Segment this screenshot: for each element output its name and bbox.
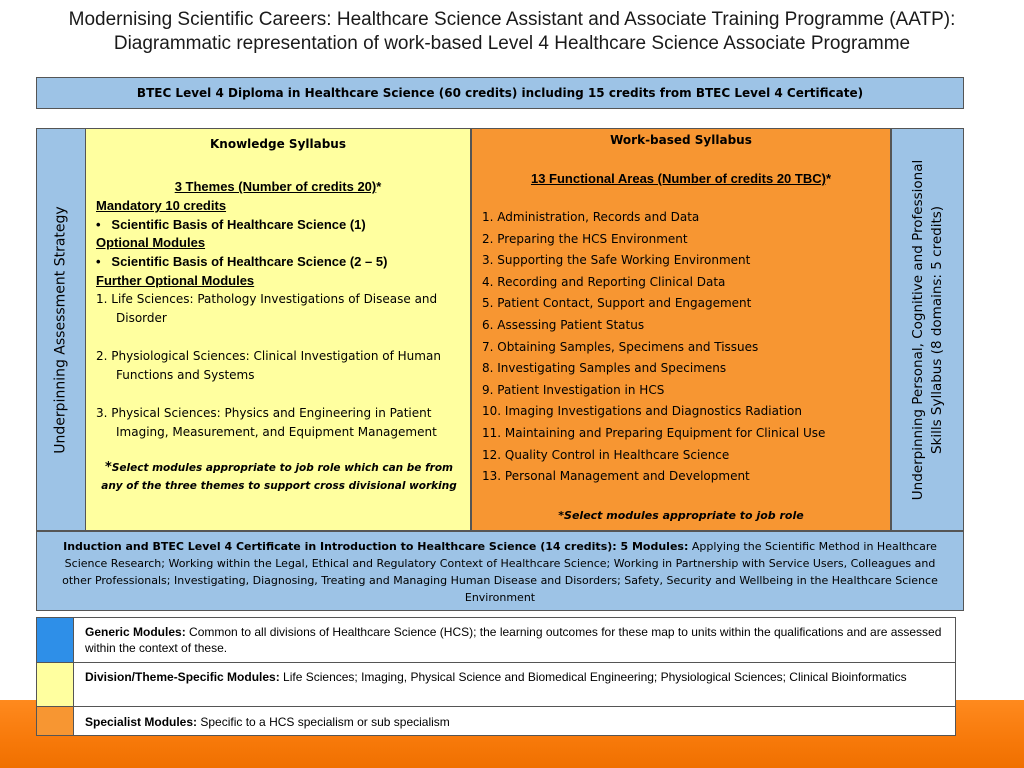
functional-area-item: 11. Maintaining and Preparing Equipment for Clinical Use bbox=[482, 425, 826, 440]
note-text: Select modules appropriate to job role which can be from any of the three themes to support cross divisional working bbox=[101, 462, 457, 492]
theme-item: 3. Physical Sciences: Physics and Engineering in Patient Imaging, Measurement, and Equipment Management bbox=[96, 406, 437, 439]
optional-item bbox=[96, 254, 387, 270]
functional-area-item: 2. Preparing the HCS Environment bbox=[482, 231, 688, 246]
legend-label: Division/Theme-Specific Modules: bbox=[85, 670, 280, 684]
functional-area-item: 9. Patient Investigation in HCS bbox=[482, 382, 665, 397]
areas-line bbox=[472, 171, 890, 186]
knowledge-syllabus-panel bbox=[85, 128, 471, 531]
knowledge-heading: Knowledge Syllabus bbox=[210, 137, 346, 151]
work-based-syllabus-panel bbox=[471, 128, 891, 531]
functional-area-item: 12. Quality Control in Healthcare Science bbox=[482, 447, 730, 462]
functional-area-item: 1. Administration, Records and Data bbox=[482, 210, 700, 224]
generic-swatch bbox=[36, 617, 74, 663]
functional-area-item: 8. Investigating Samples and Specimens bbox=[482, 361, 727, 376]
legend-generic bbox=[36, 617, 956, 663]
professional-skills-panel bbox=[891, 128, 964, 531]
work-heading: Work-based Syllabus bbox=[610, 133, 752, 147]
themes-text: 3 Themes (Number of credits 20) bbox=[174, 179, 377, 194]
legend-desc: Specific to a HCS specialism or sub specialism bbox=[197, 715, 450, 729]
functional-area-item: 6. Assessing Patient Status bbox=[482, 317, 645, 332]
themes-star: * bbox=[376, 179, 382, 194]
mandatory-heading: Mandatory 10 credits bbox=[96, 198, 227, 213]
legend-division-text bbox=[85, 669, 949, 685]
title-line-2: Diagrammatic representation of work-based Level 4 Healthcare Science Associate Programme bbox=[113, 33, 911, 54]
professional-skills-line-2: Skills Syllabus (8 domains: 5 credits) bbox=[928, 205, 945, 454]
division-swatch bbox=[36, 662, 74, 707]
note-star: * bbox=[105, 460, 112, 475]
theme-item: 1. Life Sciences: Pathology Investigations of Disease and Disorder bbox=[96, 292, 438, 325]
optional-item-text: Scientific Basis of Healthcare Science (2 – 5) bbox=[111, 254, 388, 269]
professional-skills-label bbox=[909, 159, 947, 499]
page-title bbox=[0, 8, 1024, 56]
legend-specialist bbox=[36, 706, 956, 736]
title-line-1: Modernising Scientific Careers: Healthcare Science Assistant and Associate Training Programme (AATP): bbox=[68, 9, 956, 30]
legend-label: Specialist Modules: bbox=[85, 715, 198, 729]
induction-modules: Applying the Scientific Method in Healthcare Science Research; Working within the Legal, Ethical and Regulatory Context of Healthcare Science; Working in Partnership with Service Users, Colleagues and other Professionals; Investigating, Diagnosing, Treating and Managing Human Disease and Disorders; Safety, Security and Wellbeing in the Healthcare Science Environment bbox=[62, 540, 938, 604]
functional-area-item: 3. Supporting the Safe Working Environment bbox=[482, 253, 751, 268]
legend-desc: Life Sciences; Imaging, Physical Science and Biomedical Engineering; Physiological Sciences; Clinical Bioinformatics bbox=[279, 670, 907, 684]
theme-item: 2. Physiological Sciences: Clinical Investigation of Human Functions and Systems bbox=[96, 349, 441, 382]
legend-specialist-text bbox=[85, 714, 949, 730]
functional-area-list bbox=[482, 207, 825, 488]
knowledge-note bbox=[94, 459, 464, 495]
themes-line bbox=[86, 179, 470, 195]
functional-area-item: 4. Recording and Reporting Clinical Data bbox=[482, 274, 726, 289]
btec-diploma-header: BTEC Level 4 Diploma in Healthcare Science (60 credits) including 15 credits from BTEC Level 4 Certificate) bbox=[36, 77, 964, 109]
assessment-strategy-label: Underpinning Assessment Strategy bbox=[52, 205, 69, 454]
assessment-strategy-panel bbox=[36, 128, 85, 531]
professional-skills-line-1: Underpinning Personal, Cognitive and Professional bbox=[909, 159, 926, 500]
induction-certificate-panel bbox=[36, 531, 964, 611]
theme-list bbox=[96, 290, 466, 442]
mandatory-item-text: Scientific Basis of Healthcare Science (1) bbox=[111, 217, 366, 232]
specialist-swatch bbox=[36, 706, 74, 736]
areas-text: 13 Functional Areas (Number of credits 20 TBC) bbox=[530, 171, 826, 186]
further-heading: Further Optional Modules bbox=[96, 273, 255, 288]
functional-area-item: 5. Patient Contact, Support and Engagement bbox=[482, 296, 752, 311]
legend-desc: Common to all divisions of Healthcare Science (HCS); the learning outcomes for these map to units within the qualifications and are assessed within the context of these. bbox=[85, 625, 942, 655]
functional-area-item: 7. Obtaining Samples, Specimens and Tissues bbox=[482, 339, 759, 354]
bullet-icon: • bbox=[96, 254, 101, 269]
bullet-icon: • bbox=[96, 217, 101, 232]
functional-area-item: 10. Imaging Investigations and Diagnostics Radiation bbox=[482, 404, 802, 419]
optional-heading: Optional Modules bbox=[96, 235, 206, 250]
legend-generic-text bbox=[85, 624, 949, 656]
functional-area-item: 13. Personal Management and Development bbox=[482, 469, 750, 484]
legend-division bbox=[36, 662, 956, 707]
work-note: *Select modules appropriate to job role bbox=[558, 509, 804, 522]
induction-title: Induction and BTEC Level 4 Certificate in Introduction to Healthcare Science (14 credits): 5 Modules: bbox=[63, 540, 689, 553]
legend-label: Generic Modules: bbox=[85, 625, 186, 639]
areas-star: * bbox=[825, 171, 832, 186]
mandatory-item bbox=[96, 217, 366, 233]
